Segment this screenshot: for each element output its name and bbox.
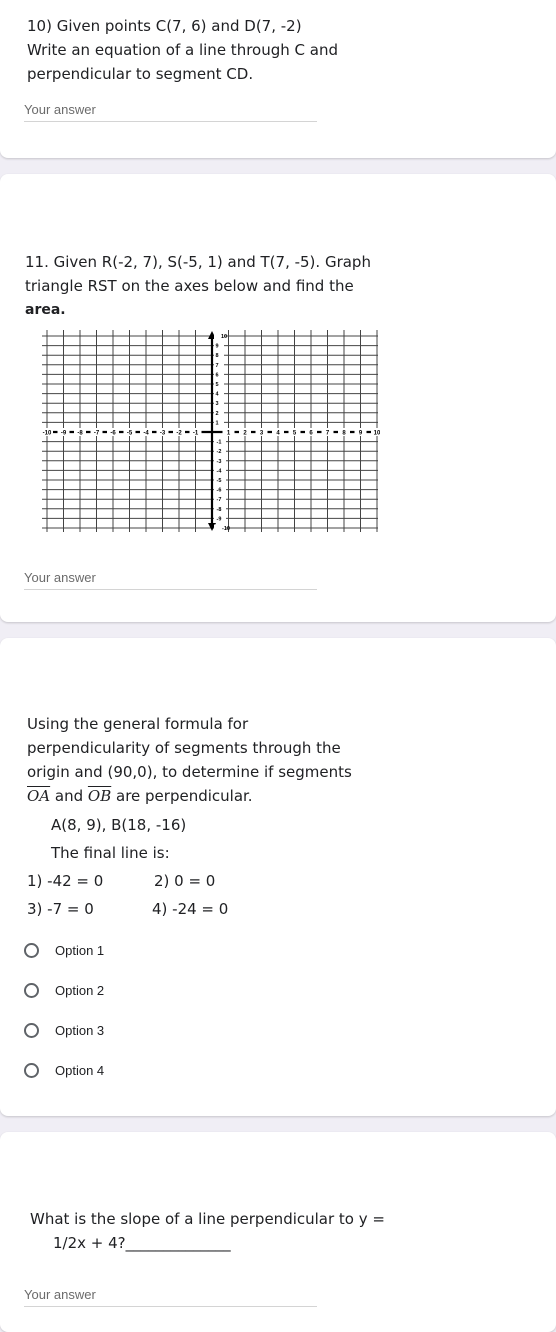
choice-1: 1) -42 = 0 (27, 872, 104, 890)
radio-button[interactable] (24, 1063, 39, 1078)
question-card-13 (0, 1132, 556, 1332)
x-tick-label: 7 (325, 430, 330, 437)
y-tick-label: -9 (216, 516, 222, 523)
x-tick-label: -4 (143, 430, 149, 437)
x-tick-label: 1 (226, 430, 231, 437)
y-tick-label: 3 (215, 401, 219, 408)
question-12-text (27, 712, 387, 808)
x-tick-label: -10 (42, 430, 52, 437)
radio-button[interactable] (24, 983, 39, 998)
option-label: Option 2 (55, 982, 105, 998)
answer-field-q11[interactable] (24, 567, 317, 590)
final-line-label: The final line is: (51, 844, 170, 862)
x-tick-label: -2 (176, 430, 182, 437)
question-text-line (27, 784, 387, 808)
x-tick-label: -8 (77, 430, 83, 437)
question-text-line: perpendicularity of segments through the (27, 739, 341, 757)
y-tick-label: -7 (216, 497, 222, 504)
y-tick-label: -4 (216, 468, 222, 475)
answer-field-q13[interactable] (24, 1284, 317, 1307)
radio-option-2[interactable] (24, 979, 104, 1001)
x-tick-label: 2 (243, 430, 247, 437)
y-tick-label: -5 (216, 478, 222, 484)
segment-ob: $\overline{OB}$ (87, 787, 112, 805)
x-tick-label: -7 (93, 430, 100, 437)
y-tick-label: 4 (215, 391, 219, 398)
question-text-line: 10) Given points C(7, 6) and D(7, -2) (27, 17, 302, 35)
x-tick-label: 3 (259, 430, 264, 437)
radio-option-3[interactable] (24, 1019, 104, 1041)
question-10-text (27, 14, 387, 86)
y-tick-label: -10 (222, 526, 230, 532)
question-text-line: 11. Given R(-2, 7), S(-5, 1) and T(7, -5). Graph (25, 253, 371, 271)
question-card-10 (0, 0, 556, 158)
question-13-line-1: What is the slope of a line perpendicular to y = (30, 1210, 385, 1228)
question-text-line: perpendicular to segment CD. (27, 65, 254, 83)
y-tick-label: 6 (215, 372, 219, 379)
x-tick-label: 6 (309, 430, 313, 437)
radio-option-4[interactable] (24, 1059, 104, 1081)
question-text-line: Write an equation of a line through C and (27, 41, 338, 59)
question-11-text (25, 250, 385, 322)
y-tick-label: 2 (215, 410, 219, 417)
answer-field-q10[interactable] (24, 99, 317, 122)
option-label: Option 4 (55, 1062, 105, 1078)
y-tick-label: 5 (215, 382, 219, 388)
segment-oa: $\overline{OA}$ (27, 787, 51, 805)
x-tick-label: -3 (159, 430, 166, 437)
y-tick-label: 10 (220, 334, 228, 340)
y-tick-label: -2 (216, 449, 222, 456)
x-tick-label: 10 (373, 430, 380, 437)
x-tick-label: 8 (342, 430, 346, 437)
choice-2: 2) 0 = 0 (154, 872, 216, 890)
y-tick-label: 7 (215, 362, 219, 369)
option-label: Option 3 (55, 1022, 105, 1038)
answer-input-q11[interactable] (24, 567, 317, 587)
question-text-bold-line: area. (25, 302, 66, 318)
option-label: Option 1 (55, 942, 105, 958)
question-13-line-2: 1/2x + 4?______________ (53, 1234, 231, 1252)
y-tick-label: -8 (216, 506, 222, 513)
choice-4: 4) -24 = 0 (152, 900, 229, 918)
answer-input-q10[interactable] (24, 99, 317, 119)
y-tick-label: 8 (215, 353, 219, 360)
question-text-line: Using the general formula for (27, 715, 249, 733)
y-tick-label: 1 (215, 420, 219, 427)
radio-button[interactable] (24, 1023, 39, 1038)
x-tick-label: 5 (292, 430, 297, 437)
x-tick-label: -6 (110, 430, 116, 437)
x-tick-label: -9 (60, 430, 67, 437)
answer-input-q13[interactable] (24, 1284, 317, 1304)
are-perpendicular-text: are perpendicular. (111, 787, 253, 805)
y-tick-label: -6 (216, 487, 222, 494)
x-tick-label: 9 (358, 430, 363, 437)
points-line: A(8, 9), B(18, -16) (51, 816, 187, 834)
y-tick-label: 9 (215, 343, 219, 350)
radio-button[interactable] (24, 943, 39, 958)
x-tick-label: -1 (192, 430, 199, 437)
x-tick-label: 4 (276, 430, 280, 437)
y-tick-label: -3 (216, 458, 222, 465)
question-card-12 (0, 638, 556, 1116)
and-word: and (50, 787, 88, 805)
question-text-line: origin and (90,0), to determine if segments (27, 763, 352, 781)
radio-option-1[interactable] (24, 939, 104, 961)
y-tick-label: -1 (216, 439, 222, 446)
coordinate-grid (40, 330, 380, 532)
x-tick-label: -5 (126, 430, 133, 437)
question-text-line: triangle RST on the axes below and find the (25, 277, 354, 295)
choice-3: 3) -7 = 0 (27, 900, 94, 918)
